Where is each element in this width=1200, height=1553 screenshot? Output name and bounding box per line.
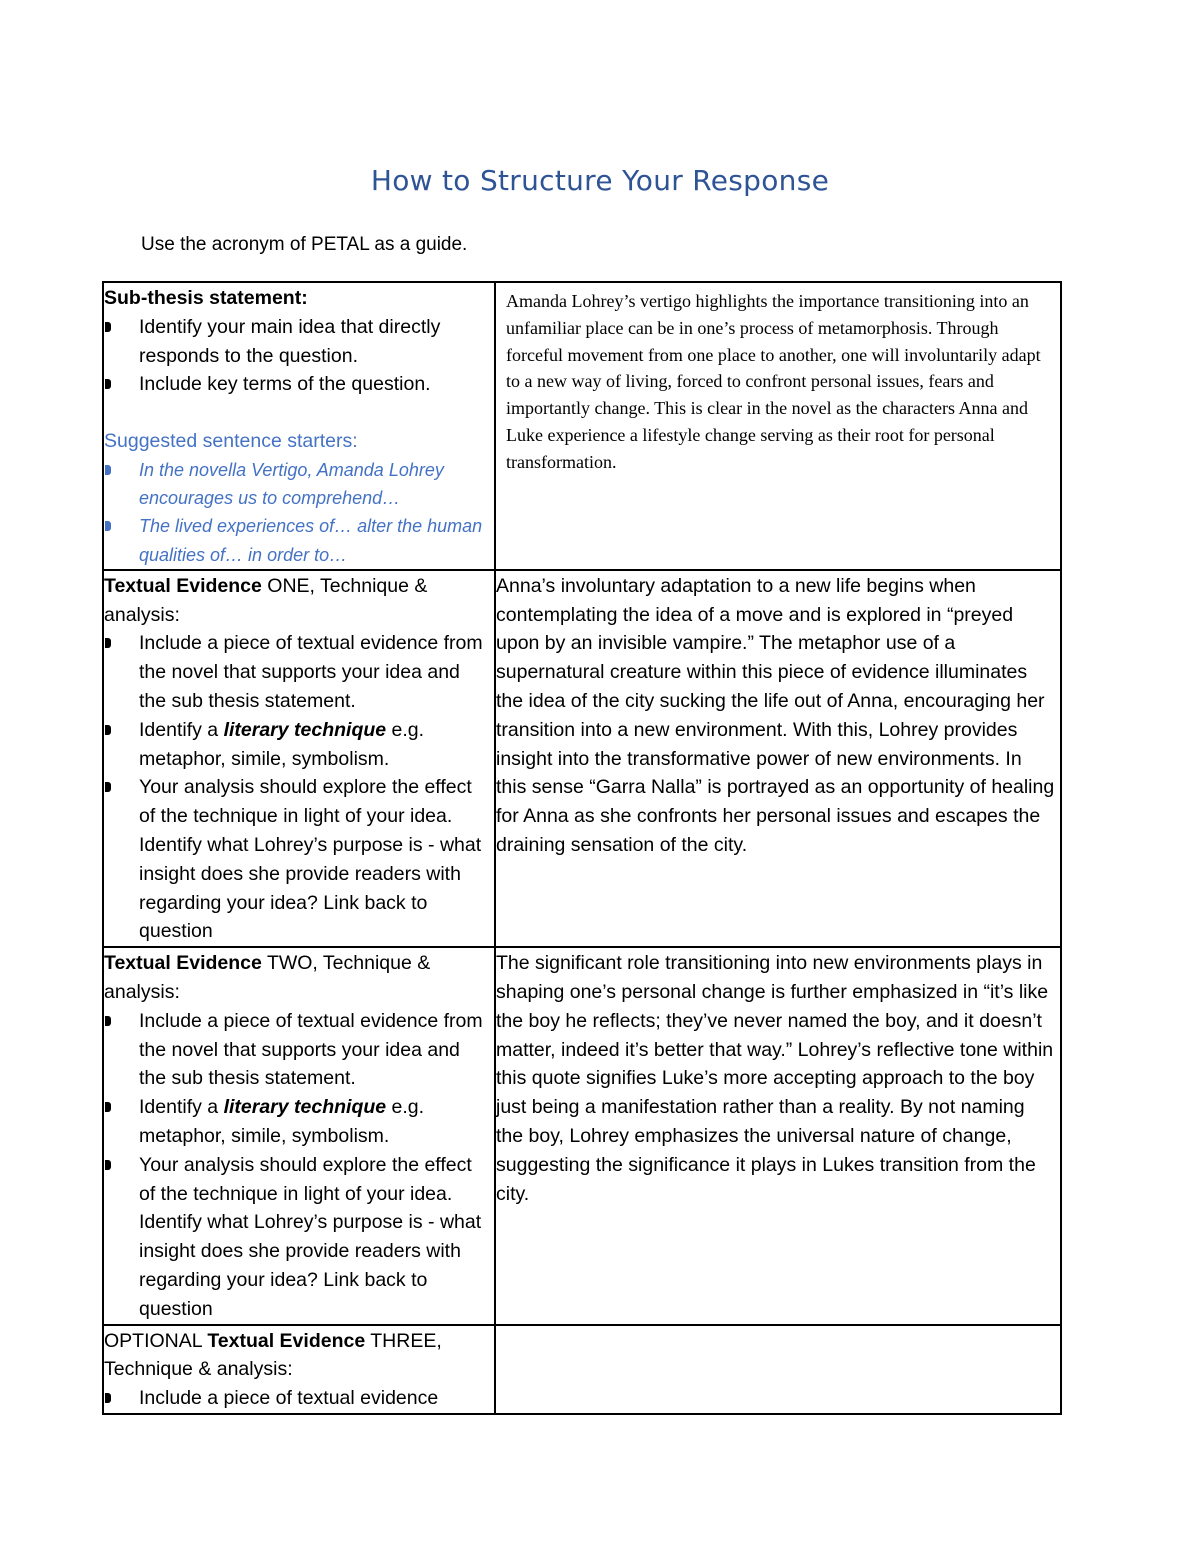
guide-cell-evidence-one <box>103 570 495 947</box>
guide-list <box>104 1384 492 1413</box>
intro-text: Use the acronym of PETAL as a guide. <box>141 234 468 255</box>
suggested-starters-list <box>104 456 492 569</box>
row-heading: Sub-thesis statement: <box>104 287 308 309</box>
guide-cell-evidence-three <box>103 1325 495 1414</box>
guide-list <box>104 1007 492 1324</box>
petal-table <box>102 281 1062 1415</box>
guide-list <box>104 629 492 946</box>
table-row <box>103 282 1061 570</box>
list-item: In the novella Vertigo, Amanda Lohrey encourages us to comprehend… <box>104 456 492 512</box>
table-row <box>103 947 1061 1324</box>
list-item: Include a piece of textual evidence from the novel that supports your idea and the sub thesis statement. <box>104 629 492 715</box>
response-text: Anna’s involuntary adaptation to a new life begins when contemplating the idea of a move and is explored in “preyed upon by an invisible vampire.” The metaphor use of a supernatural creature within this piece of evidence illuminates the idea of the city sucking the life out of Anna, encouraging her transition into a new environment. With this, Lohrey provides insight into the transformative power of new environments. In this sense “Garra Nalla” is portrayed as an opportunity of healing for Anna as she confronts her personal issues and escapes the draining sensation of the city. <box>496 574 1055 856</box>
list-item: Identify your main idea that directly responds to the question. <box>104 313 492 371</box>
table-row <box>103 570 1061 947</box>
row-heading: Textual Evidence ONE, Technique & analysis: <box>104 574 428 626</box>
response-cell-evidence-two <box>495 947 1061 1324</box>
table-row <box>103 1325 1061 1414</box>
response-cell-evidence-one <box>495 570 1061 947</box>
row-heading: OPTIONAL Textual Evidence THREE, Technique & analysis: <box>104 1329 442 1381</box>
suggested-starters-heading: Suggested sentence starters: <box>104 430 358 453</box>
list-item: Include a piece of textual evidence <box>104 1384 492 1413</box>
response-cell-evidence-three <box>495 1325 1061 1414</box>
page-title: How to Structure Your Response <box>370 164 830 197</box>
list-item: Your analysis should explore the effect of the technique in light of your idea. Identify what Lohrey’s purpose is - what insight does she provide readers with regarding your idea? Link back to question <box>104 1151 492 1324</box>
list-item: Identify a literary technique e.g. metaphor, simile, symbolism. <box>104 716 492 774</box>
list-item: Your analysis should explore the effect of the technique in light of your idea. Identify what Lohrey’s purpose is - what insight does she provide readers with regarding your idea? Link back to question <box>104 773 492 946</box>
list-item: The lived experiences of… alter the human qualities of… in order to… <box>104 512 492 568</box>
response-text: Amanda Lohrey’s vertigo highlights the importance transitioning into an unfamiliar place can be in one’s process of metamorphosis. Through forceful movement from one place to another, one will involuntarily adapt to a new way of living, forced to confront personal issues, fears and importantly change. This is clear in the novel as the characters Anna and Luke experience a lifestyle change serving as their root for personal transformation. <box>506 291 1041 472</box>
guide-cell-subthesis <box>103 282 495 570</box>
row-heading: Textual Evidence TWO, Technique & analysis: <box>104 952 431 1003</box>
guide-cell-evidence-two <box>103 947 495 1324</box>
list-item: Include a piece of textual evidence from the novel that supports your idea and the sub thesis statement. <box>104 1007 492 1093</box>
response-cell-subthesis <box>495 282 1061 570</box>
list-item: Include key terms of the question. <box>104 370 492 399</box>
guide-list <box>104 313 492 399</box>
list-item: Identify a literary technique e.g. metaphor, simile, symbolism. <box>104 1093 492 1151</box>
response-text: The significant role transitioning into new environments plays in shaping one’s personal change is further emphasized in “it’s like the boy he reflects; they’ve never named the boy, and it doesn’t matter, indeed it’s better that way.” Lohrey’s reflective tone within this quote signifies Luke’s more accepting approach to the boy just being a manifestation rather than a reality. By not naming the boy, Lohrey emphasizes the universal nature of change, suggesting the significance it plays in Lukes transition from the city. <box>496 952 1054 1205</box>
